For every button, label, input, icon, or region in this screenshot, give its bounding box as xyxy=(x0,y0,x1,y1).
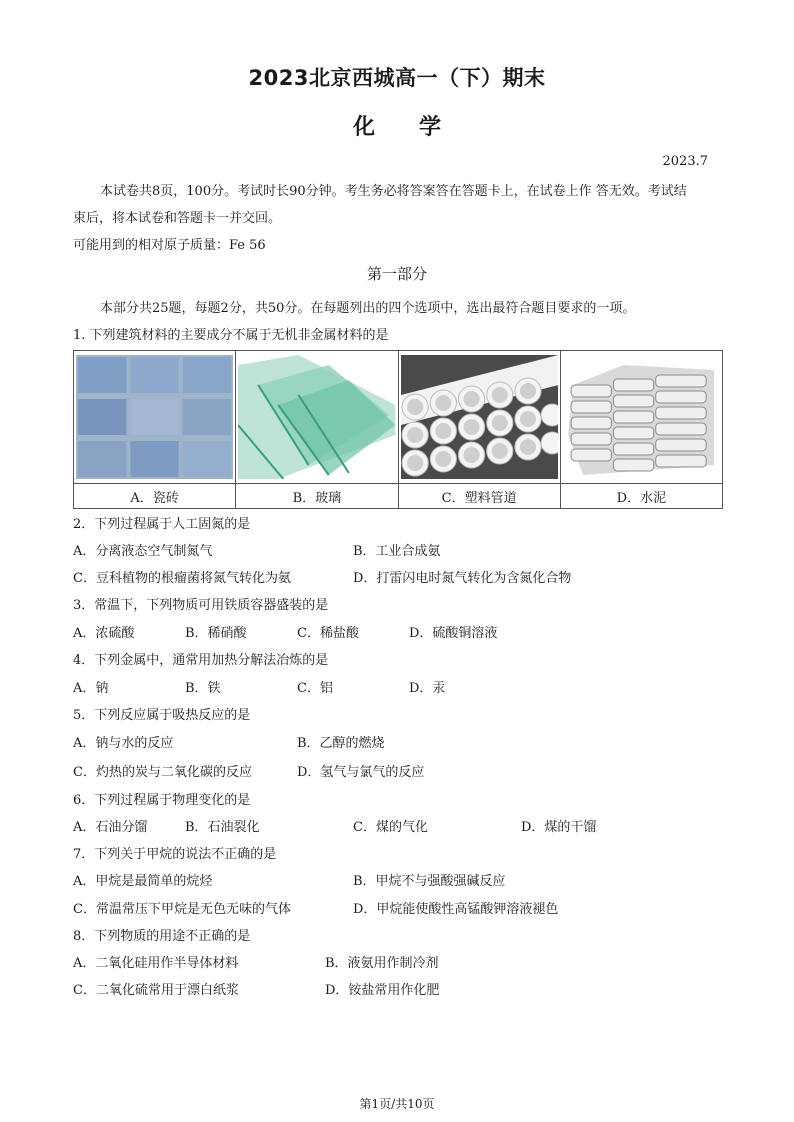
page-footer: 第1页/共10页 xyxy=(359,1097,435,1111)
intro-line-1: 本试卷共8页，100分。考试时长90分钟。考生务必将答案答在答题卡上，在试卷上作 答无效。考试结 xyxy=(100,184,687,199)
pipe-image-cell xyxy=(398,351,560,484)
cement-image xyxy=(563,355,720,479)
q8-option-c: C．二氧化硫常用于漂白纸浆 xyxy=(73,983,239,998)
exam-date: 2023.7 xyxy=(662,154,708,169)
q8-option-a: A．二氧化硅用作半导体材料 xyxy=(73,956,239,971)
q5-option-b: B．乙醇的燃烧 xyxy=(297,736,385,751)
option-d-caption: D．水泥 xyxy=(560,484,722,509)
exam-subject: 化 学 xyxy=(352,115,441,140)
q6-option-c: C．煤的气化 xyxy=(353,820,428,835)
q7-option-b: B．甲烷不与强酸强碱反应 xyxy=(353,874,506,889)
q2-option-c: C．豆科植物的根瘤菌将氮气转化为氨 xyxy=(73,571,291,586)
q4-option-d: D．汞 xyxy=(409,681,446,696)
q3-option-a: A．浓硫酸 xyxy=(73,626,135,641)
question-1-image-table xyxy=(73,350,723,509)
q4-option-b: B．铁 xyxy=(185,681,221,696)
question-1-stem: 1. 下列建筑材料的主要成分不属于无机非金属材料的是 xyxy=(73,328,389,343)
option-a-caption: A．瓷砖 xyxy=(74,484,236,509)
question-6-stem: 6．下列过程属于物理变化的是 xyxy=(73,793,251,808)
q3-option-c: C．稀盐酸 xyxy=(297,626,359,641)
q7-option-d: D．甲烷能使酸性高锰酸钾溶液褪色 xyxy=(353,902,559,917)
q7-option-a: A．甲烷是最简单的烷烃 xyxy=(73,874,213,889)
cement-image-cell xyxy=(560,351,722,484)
q8-option-d: D．铵盐常用作化肥 xyxy=(325,983,440,998)
q4-option-c: C．铝 xyxy=(297,681,333,696)
q2-option-a: A．分离液态空气制氮气 xyxy=(73,544,213,559)
q6-option-b: B．石油裂化 xyxy=(185,820,260,835)
q4-option-a: A．钠 xyxy=(73,681,109,696)
question-8-stem: 8．下列物质的用途不正确的是 xyxy=(73,929,251,944)
q2-option-b: B．工业合成氨 xyxy=(353,544,441,559)
q2-option-d: D．打雷闪电时氮气转化为含氮化合物 xyxy=(353,571,572,586)
question-5-stem: 5．下列反应属于吸热反应的是 xyxy=(73,708,251,723)
tile-image xyxy=(76,355,233,479)
tile-image-cell xyxy=(74,351,236,484)
option-c-caption: C．塑料管道 xyxy=(398,484,560,509)
section-description: 本部分共25题，每题2分，共50分。在每题列出的四个选项中，选出最符合题目要求的一项。 xyxy=(100,301,636,316)
q8-option-b: B．液氨用作制冷剂 xyxy=(325,956,439,971)
question-4-stem: 4．下列金属中，通常用加热分解法冶炼的是 xyxy=(73,653,329,668)
pipe-image xyxy=(401,355,558,479)
question-2-stem: 2．下列过程属于人工固氮的是 xyxy=(73,517,251,532)
question-3-stem: 3．常温下，下列物质可用铁质容器盛装的是 xyxy=(73,598,329,613)
q6-option-d: D．煤的干馏 xyxy=(521,820,597,835)
section-title: 第一部分 xyxy=(366,265,427,283)
intro-line-2: 束后，将本试卷和答题卡一并交回。 xyxy=(73,211,282,226)
exam-title: 2023北京西城高一（下）期末 xyxy=(248,66,546,90)
q5-option-a: A．钠与水的反应 xyxy=(73,736,174,751)
option-b-caption: B．玻璃 xyxy=(236,484,398,509)
q6-option-a: A．石油分馏 xyxy=(73,820,148,835)
glass-image-cell xyxy=(236,351,398,484)
question-7-stem: 7．下列关于甲烷的说法不正确的是 xyxy=(73,847,277,862)
q3-option-d: D．硫酸铜溶液 xyxy=(409,626,498,641)
glass-image xyxy=(238,355,395,479)
q5-option-c: C．灼热的炭与二氧化碳的反应 xyxy=(73,765,252,780)
q5-option-d: D．氢气与氯气的反应 xyxy=(297,765,425,780)
q3-option-b: B．稀硝酸 xyxy=(185,626,247,641)
q7-option-c: C．常温常压下甲烷是无色无味的气体 xyxy=(73,902,291,917)
atomic-mass-note: 可能用到的相对原子质量：Fe 56 xyxy=(73,238,266,253)
